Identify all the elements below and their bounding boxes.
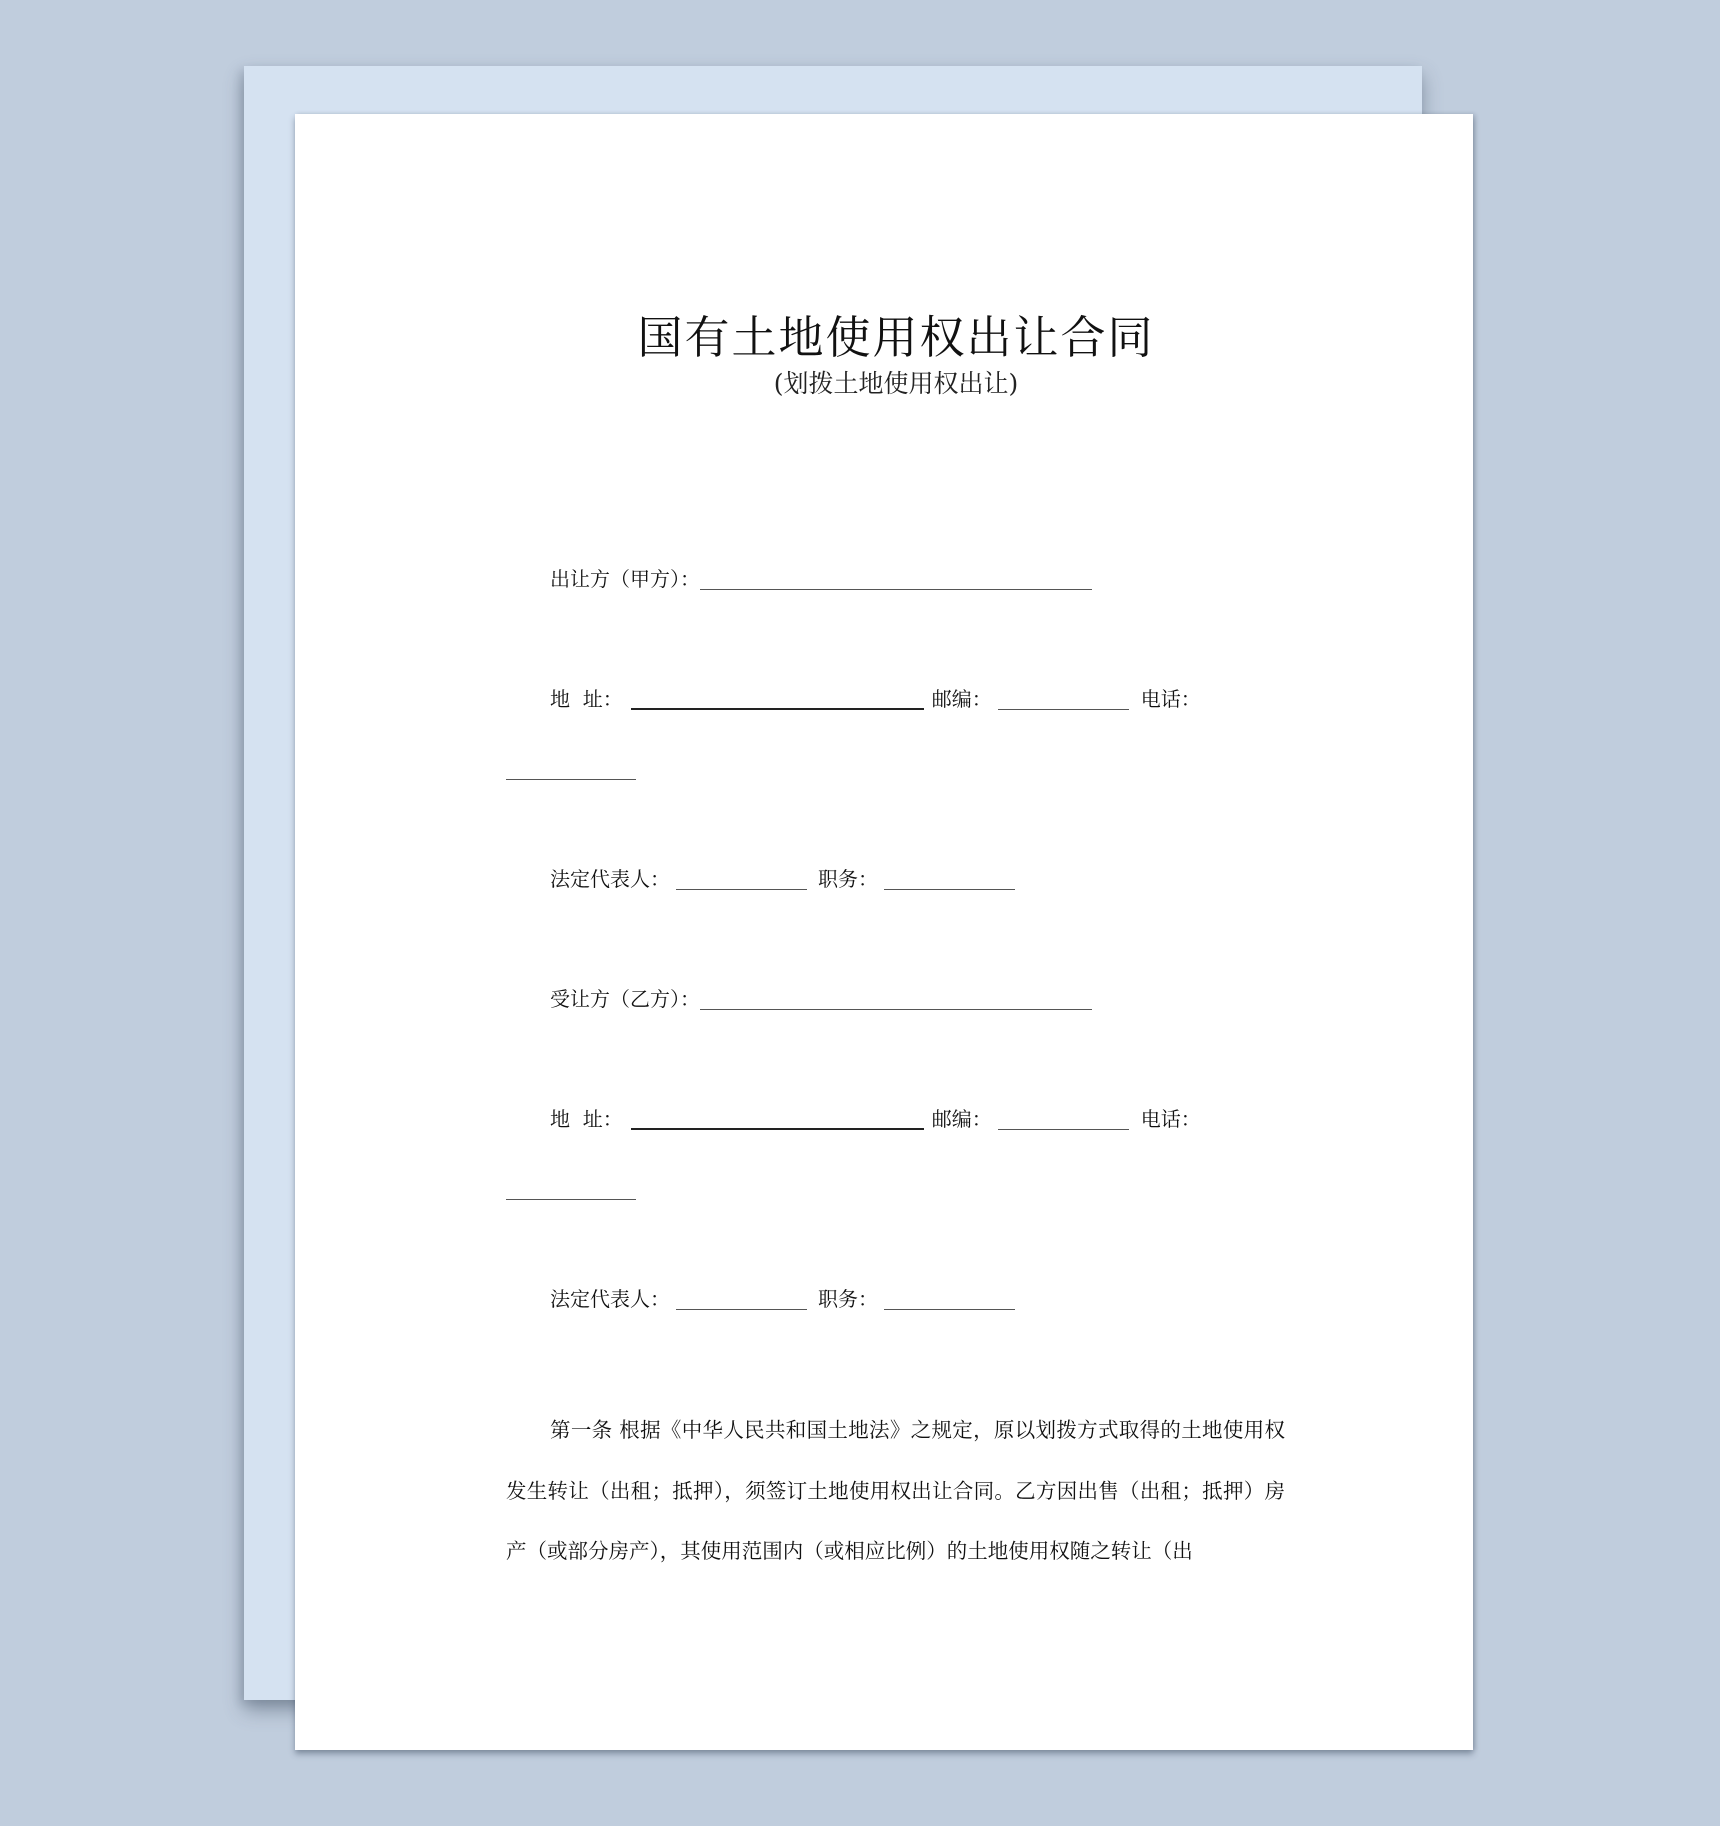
article-1-paragraph: 第一条 根据《中华人民共和国土地法》之规定，原以划拨方式取得的土地使用权发生转让（出租；抵押），须签订土地使用权出让合同。乙方因出售（出租；抵押）房产（或部分房产），其使用范围内（或相应比例）的土地使用权随之转让（出 (506, 1418, 1285, 1563)
party-a-postcode-label: 邮编： (931, 687, 992, 711)
party-b-postcode-field[interactable] (998, 1107, 1129, 1130)
party-a-rep-field[interactable] (676, 867, 807, 890)
party-a-phone-field[interactable] (506, 757, 636, 780)
party-a-name-field[interactable] (700, 567, 1092, 590)
document-title: 国有土地使用权出让合同 (637, 311, 1155, 364)
party-a-rep-label: 法定代表人： (550, 867, 670, 891)
party-a-phone-row (506, 754, 636, 784)
party-b-name-field[interactable] (700, 987, 1092, 1010)
party-b-rep-label: 法定代表人： (550, 1287, 670, 1311)
party-a-label: 出让方（甲方）： (550, 567, 700, 591)
document-page (295, 114, 1473, 1750)
party-a-address-label: 地 址： (550, 687, 623, 711)
party-b-postcode-label: 邮编： (931, 1107, 992, 1131)
party-b-position-label: 职务： (818, 1287, 878, 1311)
party-a-rep-row (550, 864, 1015, 894)
party-b-row (550, 984, 1092, 1014)
party-a-phone-label: 电话： (1140, 687, 1201, 711)
party-b-address-label: 地 址： (550, 1107, 623, 1131)
party-b-rep-field[interactable] (676, 1287, 807, 1310)
party-a-position-label: 职务： (818, 867, 878, 891)
party-b-rep-row (550, 1284, 1015, 1314)
party-a-position-field[interactable] (884, 867, 1015, 890)
party-b-phone-label: 电话： (1140, 1107, 1201, 1131)
party-b-position-field[interactable] (884, 1287, 1015, 1310)
party-a-row (550, 564, 1092, 594)
party-a-postcode-field[interactable] (998, 687, 1129, 710)
document-subtitle: (划拨土地使用权出让) (773, 369, 1019, 398)
party-a-address-field[interactable] (631, 686, 924, 710)
party-b-address-field[interactable] (631, 1106, 924, 1130)
party-b-phone-row (506, 1174, 636, 1204)
party-b-label: 受让方（乙方）： (550, 987, 700, 1011)
party-b-address-row (550, 1104, 1201, 1134)
party-a-address-row (550, 684, 1201, 714)
party-b-phone-field[interactable] (506, 1177, 636, 1200)
